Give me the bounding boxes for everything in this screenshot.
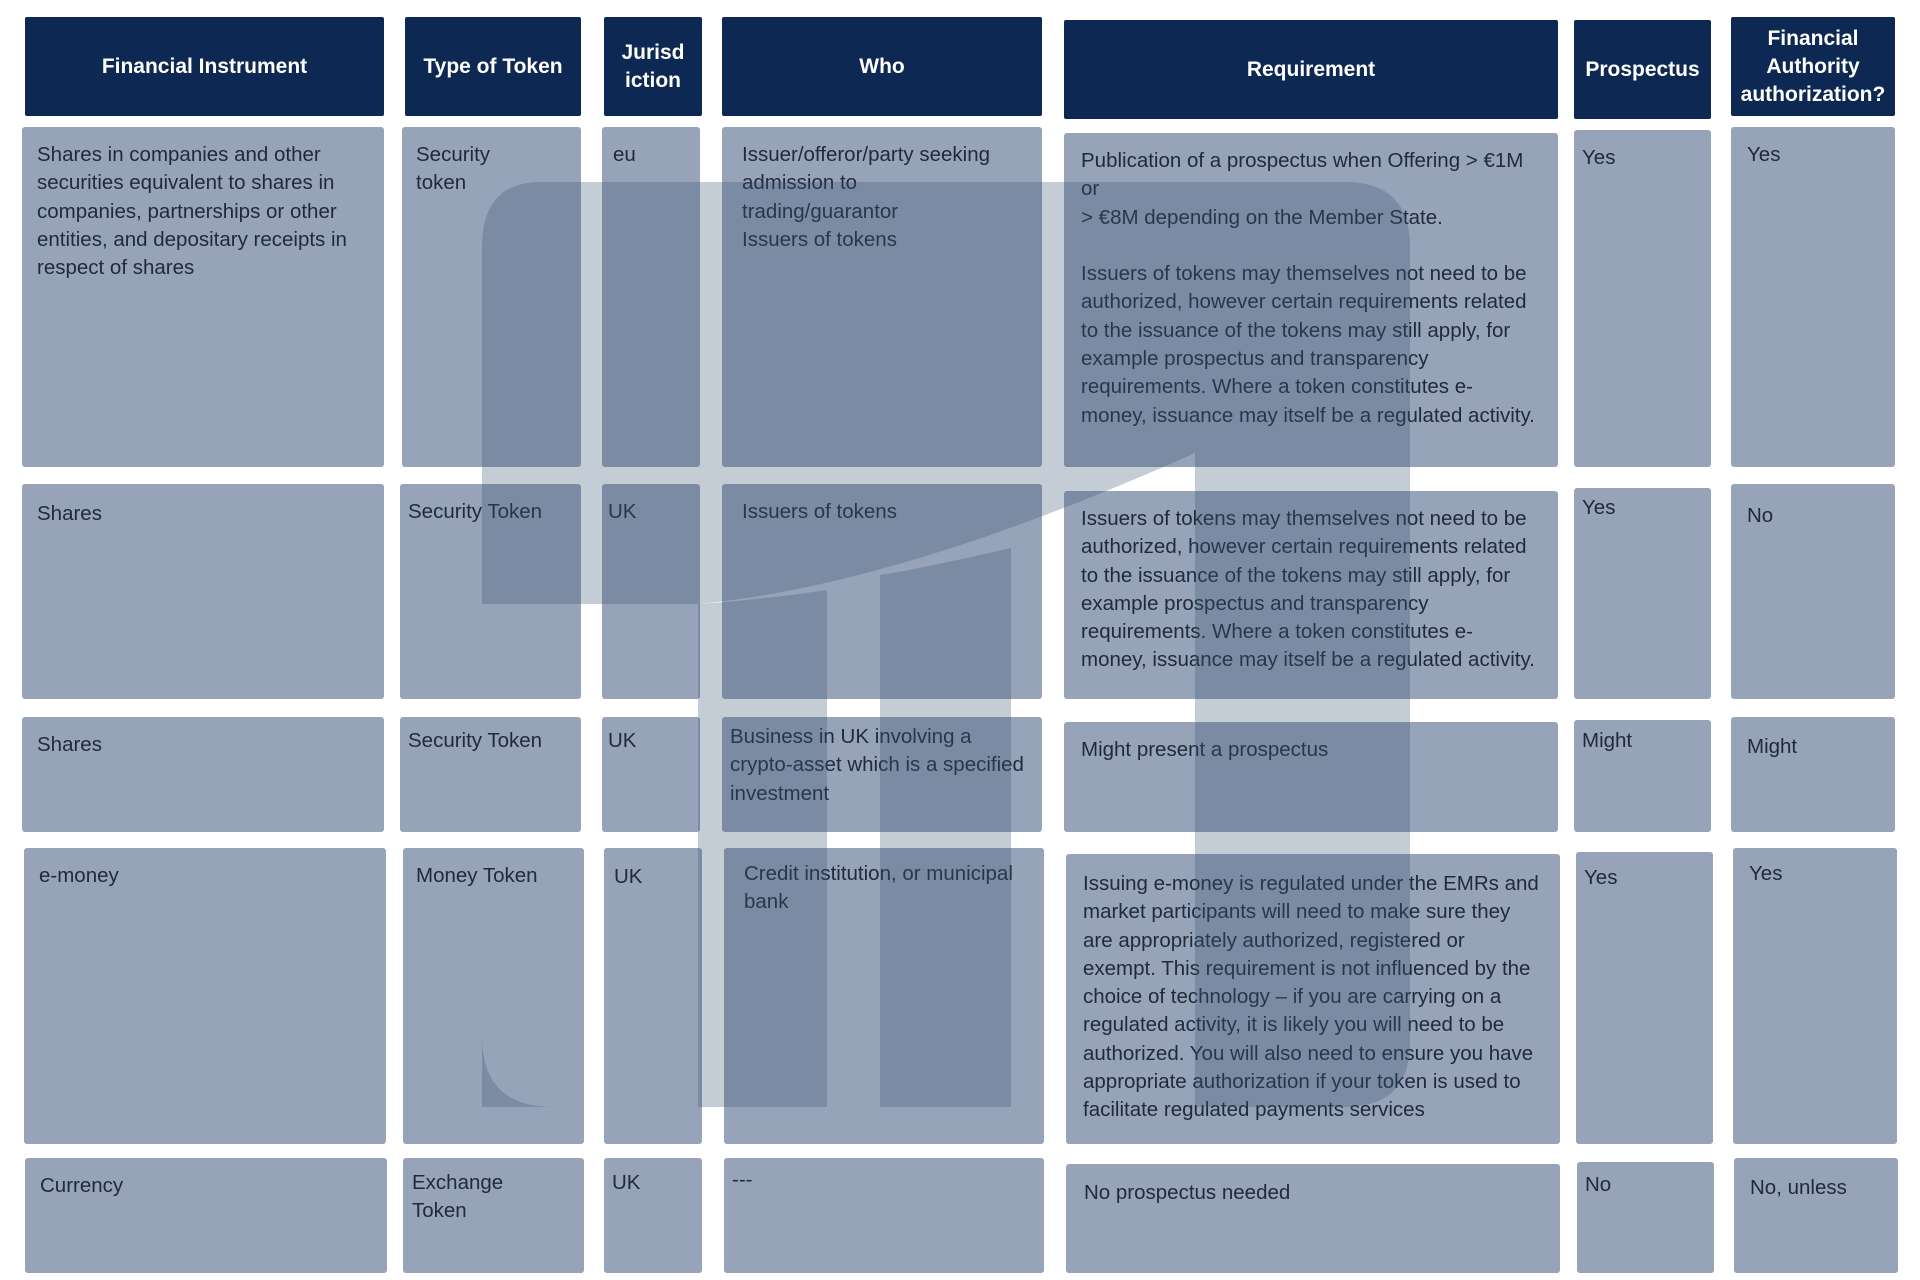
table-cell: Yes (1574, 130, 1711, 467)
table-cell: No (1577, 1162, 1714, 1273)
table-cell: Security Token (400, 717, 581, 832)
table-cell: Might present a prospectus (1064, 722, 1558, 832)
table-cell: Issuing e-money is regulated under the EMRs and market participants will need to make sure they are appropriately authorized, registered or exempt. This requirement is not influenced by the choice of technology – if you are carrying on a regulated activity, it is likely you will need to be authorized. You will also need to ensure you have appropriate authorization if your token is used to facilitate regulated payments services (1066, 854, 1560, 1144)
table-cell: Issuers of tokens may themselves not need to be authorized, however certain requirements related to the issuance of the tokens may still apply, for example prospectus and transparency requirements. Where a token constitutes e- money, issuance may itself be a regulated activity. (1064, 491, 1558, 699)
header-jurisdiction: Jurisd iction (604, 17, 702, 116)
table-cell: eu (602, 127, 700, 467)
header-prospectus: Prospectus (1574, 20, 1711, 119)
table-cell: UK (604, 848, 702, 1144)
table-cell: --- (724, 1158, 1044, 1273)
table-cell: Security Token (400, 484, 581, 699)
table-cell: Currency (25, 1158, 387, 1273)
table-cell: Credit institution, or municipal bank (724, 848, 1044, 1144)
table-cell: Issuers of tokens (722, 484, 1042, 699)
table-cell: Money Token (403, 848, 584, 1144)
table-cell: Publication of a prospectus when Offering > €1M or > €8M depending on the Member State. Issuers of tokens may themselves not need to be authorized, however certain requirements related to the issuance of the tokens may still apply, for example prospectus and transparency requirements. Where a token constitutes e- money, issuance may itself be a regulated activity. (1064, 133, 1558, 467)
table-cell: e-money (24, 848, 386, 1144)
table-cell: Yes (1574, 488, 1711, 699)
table-cell: Shares in companies and other securities equivalent to shares in companies, partnerships or other entities, and depositary receipts in respect of shares (22, 127, 384, 467)
table-cell: Issuer/offeror/party seeking admission to trading/guarantor Issuers of tokens (722, 127, 1042, 467)
table-cell: No (1731, 484, 1895, 699)
header-requirement: Requirement (1064, 20, 1558, 119)
table-cell: Yes (1733, 848, 1897, 1144)
table-cell: UK (602, 484, 700, 699)
table-cell: Security token (402, 127, 581, 467)
table-cell: Business in UK involving a crypto-asset which is a specified investment (722, 717, 1042, 832)
table-cell: Yes (1731, 127, 1895, 467)
header-financial-authority: Financial Authority authorization? (1731, 17, 1895, 116)
header-who: Who (722, 17, 1042, 116)
table-cell: UK (604, 1158, 702, 1273)
table-cell: No, unless (1734, 1158, 1898, 1273)
table-cell: Yes (1576, 852, 1713, 1144)
table-cell: Shares (22, 484, 384, 699)
table-cell: Might (1731, 717, 1895, 832)
table-cell: Exchange Token (403, 1158, 584, 1273)
table-cell: Might (1574, 720, 1711, 832)
table-cell: UK (602, 717, 700, 832)
header-financial-instrument: Financial Instrument (25, 17, 384, 116)
table-cell: No prospectus needed (1066, 1164, 1560, 1273)
header-type-of-token: Type of Token (405, 17, 581, 116)
table-cell: Shares (22, 717, 384, 832)
